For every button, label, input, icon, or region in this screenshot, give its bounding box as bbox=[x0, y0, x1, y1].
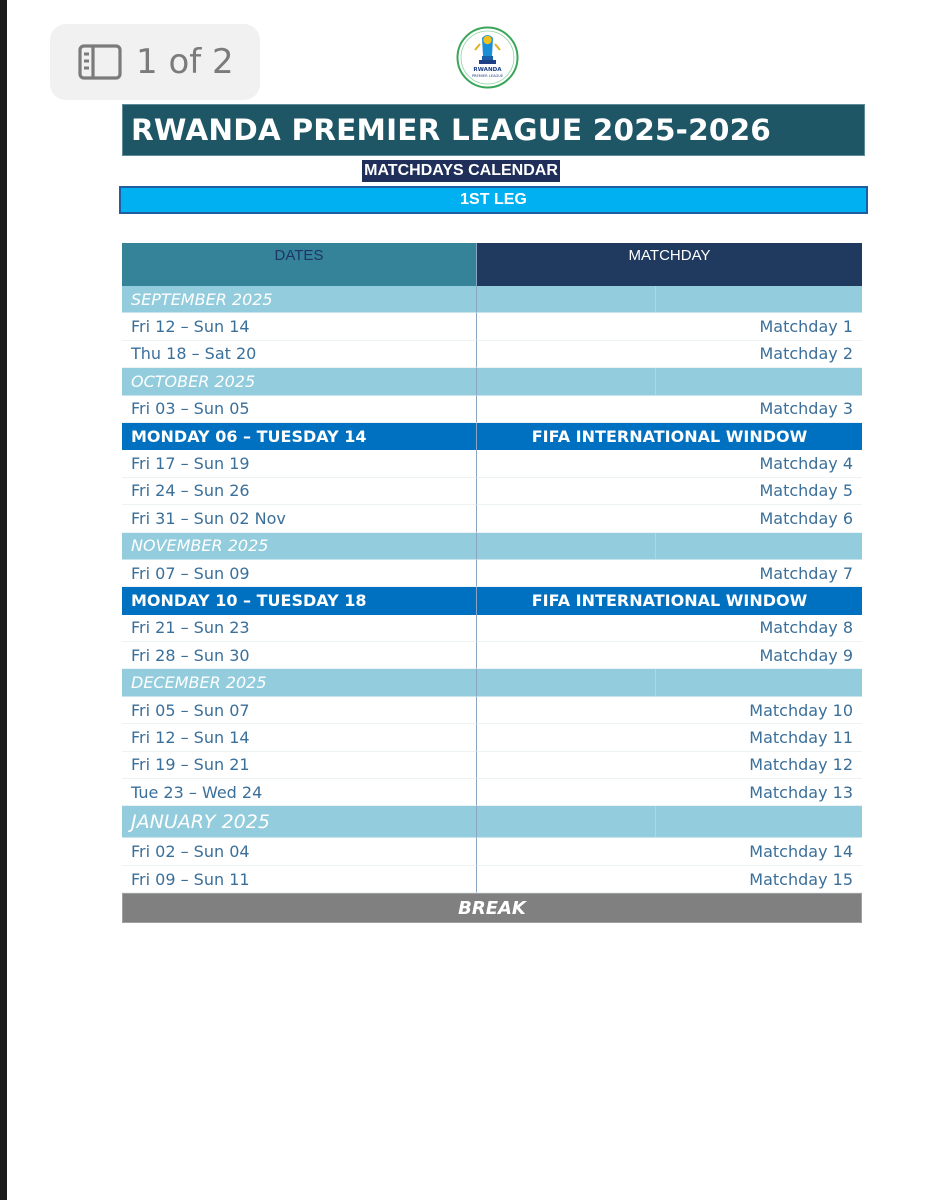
month-row bbox=[122, 368, 862, 395]
matchday-label: Matchday 5 bbox=[477, 478, 862, 505]
svg-text:PREMIER LEAGUE: PREMIER LEAGUE bbox=[471, 74, 504, 78]
rwanda-premier-league-logo bbox=[456, 26, 519, 89]
table-row bbox=[122, 838, 862, 865]
month-row bbox=[122, 669, 862, 696]
match-dates: Fri 02 – Sun 04 bbox=[122, 838, 477, 865]
fifa-window-row bbox=[122, 587, 862, 614]
matchday-label: Matchday 12 bbox=[477, 752, 862, 779]
month-row bbox=[122, 533, 862, 560]
table-row bbox=[122, 642, 862, 669]
table-row bbox=[122, 724, 862, 751]
matchday-label: Matchday 1 bbox=[477, 313, 862, 340]
fifa-window-label: FIFA INTERNATIONAL WINDOW bbox=[477, 587, 862, 614]
fifa-window-row bbox=[122, 423, 862, 450]
matchday-label: Matchday 3 bbox=[477, 396, 862, 423]
matchday-label: Matchday 9 bbox=[477, 642, 862, 669]
match-dates: Fri 03 – Sun 05 bbox=[122, 396, 477, 423]
match-dates: Fri 17 – Sun 19 bbox=[122, 450, 477, 477]
table-row bbox=[122, 341, 862, 368]
table-row bbox=[122, 560, 862, 587]
leg-label: 1ST LEG bbox=[119, 186, 868, 214]
fifa-window-label: FIFA INTERNATIONAL WINDOW bbox=[477, 423, 862, 450]
month-label: NOVEMBER 2025 bbox=[122, 533, 477, 560]
table-body bbox=[122, 286, 862, 893]
matchday-label: Matchday 14 bbox=[477, 838, 862, 865]
table-row bbox=[122, 478, 862, 505]
month-label: DECEMBER 2025 bbox=[122, 669, 477, 696]
calendar-subtitle: MATCHDAYS CALENDAR bbox=[362, 160, 560, 182]
table-row bbox=[122, 697, 862, 724]
match-dates: Fri 28 – Sun 30 bbox=[122, 642, 477, 669]
table-row bbox=[122, 505, 862, 532]
table-row bbox=[122, 779, 862, 806]
table-row bbox=[122, 866, 862, 893]
header-matchday: MATCHDAY bbox=[477, 243, 862, 286]
matchday-label: Matchday 6 bbox=[477, 505, 862, 532]
svg-text:RWANDA: RWANDA bbox=[473, 67, 502, 73]
match-dates: Fri 31 – Sun 02 Nov bbox=[122, 505, 477, 532]
table-row bbox=[122, 450, 862, 477]
table-row bbox=[122, 752, 862, 779]
table-row bbox=[122, 615, 862, 642]
match-dates: Tue 23 – Wed 24 bbox=[122, 779, 477, 806]
month-row bbox=[122, 806, 862, 838]
match-dates: Thu 18 – Sat 20 bbox=[122, 341, 477, 368]
matchday-label: Matchday 15 bbox=[477, 866, 862, 893]
month-filler bbox=[477, 806, 862, 838]
subtitle-wrap bbox=[0, 160, 945, 184]
month-filler bbox=[477, 533, 862, 560]
match-dates: Fri 12 – Sun 14 bbox=[122, 724, 477, 751]
match-dates: Fri 24 – Sun 26 bbox=[122, 478, 477, 505]
match-dates: Fri 12 – Sun 14 bbox=[122, 313, 477, 340]
matchday-label: Matchday 2 bbox=[477, 341, 862, 368]
page-indicator-pill[interactable] bbox=[50, 24, 260, 100]
matchday-label: Matchday 7 bbox=[477, 560, 862, 587]
fifa-dates: MONDAY 10 – TUESDAY 18 bbox=[122, 587, 477, 614]
month-row bbox=[122, 286, 862, 313]
match-dates: Fri 19 – Sun 21 bbox=[122, 752, 477, 779]
month-label: SEPTEMBER 2025 bbox=[122, 286, 477, 313]
month-filler bbox=[477, 286, 862, 313]
document-pages-icon bbox=[78, 44, 122, 80]
month-filler bbox=[477, 368, 862, 395]
match-dates: Fri 21 – Sun 23 bbox=[122, 615, 477, 642]
header-dates: DATES bbox=[122, 243, 477, 286]
matchday-label: Matchday 11 bbox=[477, 724, 862, 751]
match-dates: Fri 07 – Sun 09 bbox=[122, 560, 477, 587]
month-label: OCTOBER 2025 bbox=[122, 368, 477, 395]
match-dates: Fri 05 – Sun 07 bbox=[122, 697, 477, 724]
month-label: JANUARY 2025 bbox=[122, 806, 477, 838]
matchday-label: Matchday 10 bbox=[477, 697, 862, 724]
matchday-label: Matchday 13 bbox=[477, 779, 862, 806]
table-header bbox=[122, 243, 862, 286]
schedule-table bbox=[122, 243, 862, 923]
month-filler bbox=[477, 669, 862, 696]
page-title: RWANDA PREMIER LEAGUE 2025-2026 bbox=[122, 104, 865, 156]
match-dates: Fri 09 – Sun 11 bbox=[122, 866, 477, 893]
page-indicator-text: 1 of 2 bbox=[136, 42, 234, 82]
table-row bbox=[122, 396, 862, 423]
matchday-label: Matchday 4 bbox=[477, 450, 862, 477]
fifa-dates: MONDAY 06 – TUESDAY 14 bbox=[122, 423, 477, 450]
break-row: BREAK bbox=[122, 893, 862, 923]
matchday-label: Matchday 8 bbox=[477, 615, 862, 642]
table-row bbox=[122, 313, 862, 340]
